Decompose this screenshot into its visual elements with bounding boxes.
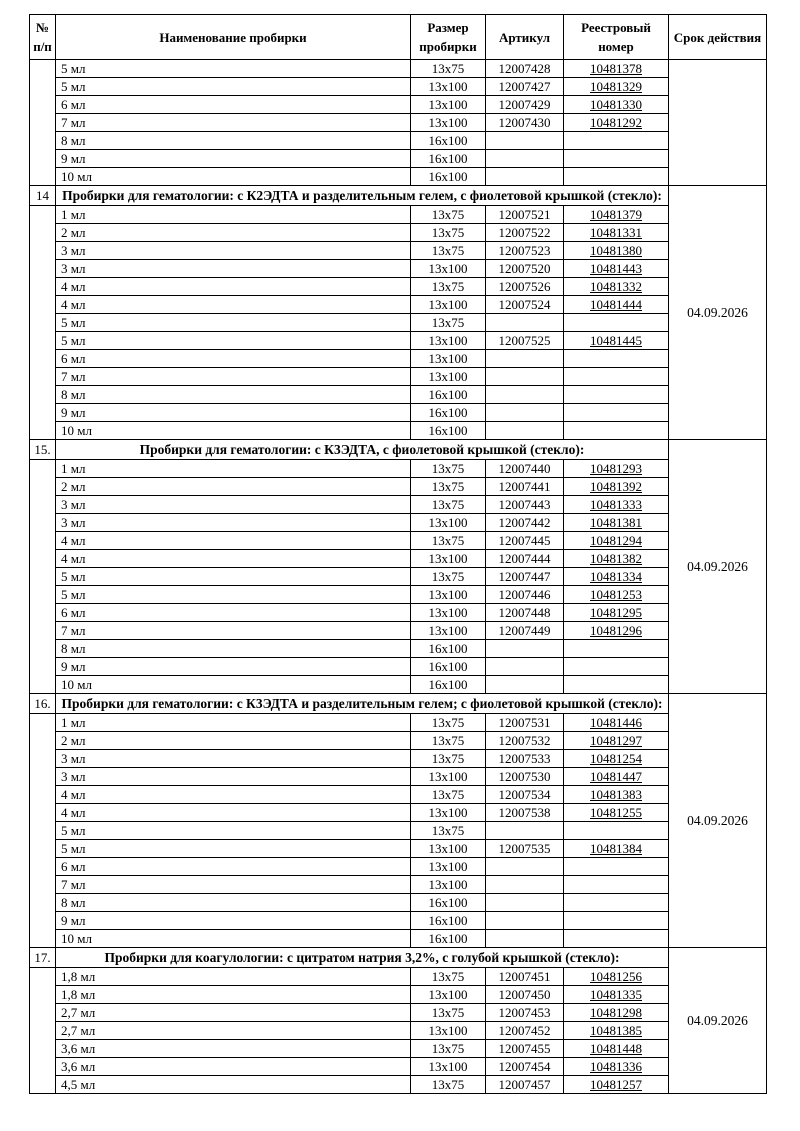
tube-volume-cell: 1,8 мл — [56, 986, 411, 1004]
tube-volume-cell: 6 мл — [56, 604, 411, 622]
tube-size-cell: 16x100 — [411, 168, 486, 186]
tube-size-cell: 13x100 — [411, 350, 486, 368]
section-title: Пробирки для гематологии: с К3ЭДТА, с фиолетовой крышкой (стекло): — [56, 440, 669, 460]
tube-volume-cell: 5 мл — [56, 586, 411, 604]
registry-number-link[interactable]: 10481331 — [564, 224, 669, 242]
registry-number-link[interactable]: 10481333 — [564, 496, 669, 514]
article-cell: 12007453 — [486, 1004, 564, 1022]
table-row — [30, 604, 767, 622]
tube-size-cell: 13x75 — [411, 242, 486, 260]
tube-size-cell: 13x75 — [411, 714, 486, 732]
article-cell — [486, 930, 564, 948]
registry-number-link[interactable]: 10481382 — [564, 550, 669, 568]
registry-number-link[interactable]: 10481255 — [564, 804, 669, 822]
tube-volume-cell: 4 мл — [56, 550, 411, 568]
registry-number-link[interactable]: 10481381 — [564, 514, 669, 532]
section-number: 16. — [30, 694, 56, 714]
tube-size-cell: 13x100 — [411, 514, 486, 532]
validity-cell: 04.09.2026 — [669, 694, 767, 948]
table-row — [30, 314, 767, 332]
registry-number-cell — [564, 876, 669, 894]
tube-volume-cell: 1,8 мл — [56, 968, 411, 986]
article-cell — [486, 422, 564, 440]
tube-volume-cell: 5 мл — [56, 314, 411, 332]
table-row — [30, 132, 767, 150]
table-row — [30, 894, 767, 912]
registry-number-link[interactable]: 10481335 — [564, 986, 669, 1004]
article-cell: 12007450 — [486, 986, 564, 1004]
article-cell — [486, 912, 564, 930]
table-row — [30, 876, 767, 894]
tube-volume-cell: 1 мл — [56, 460, 411, 478]
tube-volume-cell: 5 мл — [56, 332, 411, 350]
tube-volume-cell: 10 мл — [56, 168, 411, 186]
article-cell: 12007427 — [486, 78, 564, 96]
registry-number-link[interactable]: 10481385 — [564, 1022, 669, 1040]
tube-volume-cell: 6 мл — [56, 858, 411, 876]
tube-size-cell: 13x100 — [411, 260, 486, 278]
article-cell: 12007525 — [486, 332, 564, 350]
tube-volume-cell: 7 мл — [56, 368, 411, 386]
tube-volume-cell: 3,6 мл — [56, 1058, 411, 1076]
table-row — [30, 114, 767, 132]
section-title: Пробирки для коагулологии: с цитратом натрия 3,2%, с голубой крышкой (стекло): — [56, 948, 669, 968]
article-cell: 12007532 — [486, 732, 564, 750]
tube-volume-cell: 7 мл — [56, 114, 411, 132]
article-cell: 12007444 — [486, 550, 564, 568]
article-cell — [486, 858, 564, 876]
article-cell — [486, 132, 564, 150]
article-cell — [486, 150, 564, 168]
tube-size-cell: 13x75 — [411, 1040, 486, 1058]
table-row — [30, 1058, 767, 1076]
article-cell — [486, 658, 564, 676]
table-header — [30, 15, 767, 60]
row-number-spacer-cell — [30, 714, 56, 948]
article-cell: 12007538 — [486, 804, 564, 822]
table-row — [30, 930, 767, 948]
article-cell: 12007440 — [486, 460, 564, 478]
table-row — [30, 168, 767, 186]
tube-size-cell: 13x75 — [411, 60, 486, 78]
table-row — [30, 822, 767, 840]
article-cell — [486, 894, 564, 912]
tube-volume-cell: 9 мл — [56, 404, 411, 422]
table-row — [30, 96, 767, 114]
tube-size-cell: 13x100 — [411, 1022, 486, 1040]
table-row — [30, 714, 767, 732]
tube-volume-cell: 5 мл — [56, 822, 411, 840]
table-row — [30, 368, 767, 386]
tube-size-cell: 16x100 — [411, 132, 486, 150]
tube-size-cell: 16x100 — [411, 894, 486, 912]
tube-volume-cell: 4 мл — [56, 296, 411, 314]
tube-volume-cell: 1 мл — [56, 714, 411, 732]
tube-size-cell: 16x100 — [411, 422, 486, 440]
section-title: Пробирки для гематологии: с К3ЭДТА и разделительным гелем; с фиолетовой крышкой (стекло): — [56, 694, 669, 714]
tube-volume-cell: 9 мл — [56, 912, 411, 930]
tube-volume-cell: 6 мл — [56, 96, 411, 114]
tube-volume-cell: 9 мл — [56, 150, 411, 168]
tubes-table — [29, 14, 767, 1094]
tube-size-cell: 13x75 — [411, 478, 486, 496]
section-number: 17. — [30, 948, 56, 968]
registry-number-link[interactable]: 10481443 — [564, 260, 669, 278]
tube-volume-cell: 3 мл — [56, 496, 411, 514]
tube-size-cell: 13x100 — [411, 604, 486, 622]
tube-volume-cell: 8 мл — [56, 386, 411, 404]
validity-cell: 04.09.2026 — [669, 948, 767, 1094]
tube-size-cell: 13x75 — [411, 496, 486, 514]
table-row — [30, 496, 767, 514]
article-cell: 12007531 — [486, 714, 564, 732]
validity-cell: 04.09.2026 — [669, 440, 767, 694]
article-cell: 12007524 — [486, 296, 564, 314]
table-row — [30, 968, 767, 986]
tube-volume-cell: 3 мл — [56, 242, 411, 260]
table-row — [30, 1004, 767, 1022]
tube-volume-cell: 7 мл — [56, 876, 411, 894]
registry-number-cell — [564, 132, 669, 150]
tube-size-cell: 16x100 — [411, 912, 486, 930]
tube-volume-cell: 10 мл — [56, 422, 411, 440]
tube-size-cell: 13x100 — [411, 332, 486, 350]
table-row — [30, 676, 767, 694]
col-header-article: Артикул — [486, 15, 564, 60]
tube-size-cell: 13x100 — [411, 368, 486, 386]
tube-volume-cell: 8 мл — [56, 640, 411, 658]
tube-volume-cell: 6 мл — [56, 350, 411, 368]
col-header-name: Наименование пробирки — [56, 15, 411, 60]
registry-number-link[interactable]: 10481336 — [564, 1058, 669, 1076]
article-cell: 12007443 — [486, 496, 564, 514]
article-cell — [486, 350, 564, 368]
tubes-table-body — [30, 60, 767, 1094]
tube-size-cell: 13x100 — [411, 804, 486, 822]
table-row — [30, 404, 767, 422]
registry-number-link[interactable]: 10481384 — [564, 840, 669, 858]
tube-volume-cell: 3 мл — [56, 514, 411, 532]
tube-size-cell: 16x100 — [411, 676, 486, 694]
tube-volume-cell: 7 мл — [56, 622, 411, 640]
registry-number-cell — [564, 368, 669, 386]
registry-number-link[interactable]: 10481332 — [564, 278, 669, 296]
article-cell: 12007526 — [486, 278, 564, 296]
registry-number-cell — [564, 386, 669, 404]
article-cell: 12007448 — [486, 604, 564, 622]
tube-volume-cell: 4 мл — [56, 786, 411, 804]
row-number-spacer-cell — [30, 60, 56, 186]
article-cell: 12007428 — [486, 60, 564, 78]
tube-size-cell: 16x100 — [411, 930, 486, 948]
table-row — [30, 804, 767, 822]
table-row — [30, 260, 767, 278]
tube-size-cell: 13x100 — [411, 114, 486, 132]
table-row — [30, 768, 767, 786]
section-title: Пробирки для гематологии: с К2ЭДТА и разделительным гелем, с фиолетовой крышкой (стекло): — [56, 186, 669, 206]
tube-size-cell: 16x100 — [411, 404, 486, 422]
tube-size-cell: 13x100 — [411, 858, 486, 876]
table-row — [30, 622, 767, 640]
table-header-row — [30, 15, 767, 60]
table-row — [30, 732, 767, 750]
registry-number-cell — [564, 676, 669, 694]
table-row — [30, 1076, 767, 1094]
section-number: 15. — [30, 440, 56, 460]
tube-size-cell: 16x100 — [411, 386, 486, 404]
table-row — [30, 550, 767, 568]
tube-size-cell: 13x75 — [411, 224, 486, 242]
registry-number-link[interactable]: 10481293 — [564, 460, 669, 478]
tube-size-cell: 13x75 — [411, 968, 486, 986]
table-row — [30, 640, 767, 658]
registry-number-cell — [564, 640, 669, 658]
tube-volume-cell: 2 мл — [56, 224, 411, 242]
registry-number-link[interactable]: 10481298 — [564, 1004, 669, 1022]
table-row — [30, 532, 767, 550]
tube-volume-cell: 5 мл — [56, 840, 411, 858]
registry-number-link[interactable]: 10481380 — [564, 242, 669, 260]
section-header-row — [30, 694, 767, 714]
registry-number-link[interactable]: 10481254 — [564, 750, 669, 768]
tube-volume-cell: 10 мл — [56, 930, 411, 948]
section-number: 14 — [30, 186, 56, 206]
registry-number-link[interactable]: 10481334 — [564, 568, 669, 586]
tube-size-cell: 13x75 — [411, 822, 486, 840]
article-cell — [486, 386, 564, 404]
registry-number-link[interactable]: 10481379 — [564, 206, 669, 224]
registry-number-cell — [564, 658, 669, 676]
article-cell: 12007442 — [486, 514, 564, 532]
col-header-validity: Срок действия — [669, 15, 767, 60]
tube-volume-cell: 8 мл — [56, 894, 411, 912]
tube-size-cell: 13x100 — [411, 876, 486, 894]
registry-number-link[interactable]: 10481378 — [564, 60, 669, 78]
table-row — [30, 586, 767, 604]
article-cell — [486, 368, 564, 386]
registry-number-link[interactable]: 10481257 — [564, 1076, 669, 1094]
table-row — [30, 568, 767, 586]
registry-number-link[interactable]: 10481447 — [564, 768, 669, 786]
tube-volume-cell: 10 мл — [56, 676, 411, 694]
section-header-row — [30, 948, 767, 968]
table-row — [30, 460, 767, 478]
tube-volume-cell: 2,7 мл — [56, 1004, 411, 1022]
tube-volume-cell: 2 мл — [56, 478, 411, 496]
table-row — [30, 986, 767, 1004]
tube-size-cell: 13x75 — [411, 314, 486, 332]
article-cell: 12007446 — [486, 586, 564, 604]
article-cell: 12007451 — [486, 968, 564, 986]
tube-size-cell: 13x100 — [411, 1058, 486, 1076]
article-cell: 12007445 — [486, 532, 564, 550]
tube-size-cell: 13x75 — [411, 460, 486, 478]
tube-volume-cell: 2,7 мл — [56, 1022, 411, 1040]
table-row — [30, 206, 767, 224]
tube-size-cell: 13x75 — [411, 1004, 486, 1022]
tube-volume-cell: 8 мл — [56, 132, 411, 150]
tube-volume-cell: 3 мл — [56, 750, 411, 768]
table-row — [30, 224, 767, 242]
tube-size-cell: 16x100 — [411, 658, 486, 676]
table-row — [30, 858, 767, 876]
tube-size-cell: 13x100 — [411, 986, 486, 1004]
table-row — [30, 350, 767, 368]
table-row — [30, 912, 767, 930]
table-row — [30, 278, 767, 296]
article-cell: 12007521 — [486, 206, 564, 224]
tube-volume-cell: 1 мл — [56, 206, 411, 224]
tube-volume-cell: 2 мл — [56, 732, 411, 750]
tube-size-cell: 13x75 — [411, 568, 486, 586]
article-cell: 12007523 — [486, 242, 564, 260]
tube-size-cell: 13x75 — [411, 278, 486, 296]
table-row — [30, 840, 767, 858]
article-cell — [486, 676, 564, 694]
registry-number-link[interactable]: 10481256 — [564, 968, 669, 986]
registry-number-link[interactable]: 10481330 — [564, 96, 669, 114]
table-row — [30, 478, 767, 496]
tube-size-cell: 13x100 — [411, 78, 486, 96]
section-header-row — [30, 186, 767, 206]
tube-size-cell: 13x75 — [411, 732, 486, 750]
registry-number-cell — [564, 404, 669, 422]
article-cell — [486, 314, 564, 332]
registry-number-link[interactable]: 10481296 — [564, 622, 669, 640]
col-header-registry: Реестровый номер — [564, 15, 669, 60]
article-cell: 12007454 — [486, 1058, 564, 1076]
tube-volume-cell: 9 мл — [56, 658, 411, 676]
table-row — [30, 386, 767, 404]
tube-size-cell: 13x100 — [411, 840, 486, 858]
row-number-spacer-cell — [30, 206, 56, 440]
registry-number-link[interactable]: 10481383 — [564, 786, 669, 804]
tube-size-cell: 13x75 — [411, 786, 486, 804]
tube-size-cell: 13x100 — [411, 96, 486, 114]
registry-number-cell — [564, 150, 669, 168]
table-row — [30, 1040, 767, 1058]
registry-number-cell — [564, 858, 669, 876]
article-cell — [486, 822, 564, 840]
table-row — [30, 514, 767, 532]
registry-number-cell — [564, 894, 669, 912]
article-cell — [486, 168, 564, 186]
table-row — [30, 296, 767, 314]
registry-number-link[interactable]: 10481295 — [564, 604, 669, 622]
registry-number-link[interactable]: 10481392 — [564, 478, 669, 496]
registry-number-link[interactable]: 10481297 — [564, 732, 669, 750]
tube-size-cell: 13x100 — [411, 622, 486, 640]
article-cell: 12007530 — [486, 768, 564, 786]
tube-volume-cell: 4 мл — [56, 804, 411, 822]
article-cell: 12007522 — [486, 224, 564, 242]
article-cell: 12007457 — [486, 1076, 564, 1094]
registry-number-cell — [564, 822, 669, 840]
tube-size-cell: 13x75 — [411, 750, 486, 768]
article-cell: 12007520 — [486, 260, 564, 278]
table-row — [30, 78, 767, 96]
article-cell: 12007534 — [486, 786, 564, 804]
tube-volume-cell: 4,5 мл — [56, 1076, 411, 1094]
registry-number-link[interactable]: 10481253 — [564, 586, 669, 604]
article-cell: 12007429 — [486, 96, 564, 114]
tube-size-cell: 16x100 — [411, 640, 486, 658]
section-header-row — [30, 440, 767, 460]
registry-number-cell — [564, 422, 669, 440]
table-row — [30, 1022, 767, 1040]
article-cell — [486, 404, 564, 422]
table-row — [30, 658, 767, 676]
table-row — [30, 750, 767, 768]
table-row — [30, 60, 767, 78]
registry-number-link[interactable]: 10481445 — [564, 332, 669, 350]
tube-size-cell: 13x75 — [411, 206, 486, 224]
article-cell: 12007430 — [486, 114, 564, 132]
tube-size-cell: 13x100 — [411, 768, 486, 786]
article-cell — [486, 876, 564, 894]
tube-volume-cell: 5 мл — [56, 568, 411, 586]
article-cell: 12007452 — [486, 1022, 564, 1040]
tube-size-cell: 13x75 — [411, 532, 486, 550]
registry-number-link[interactable]: 10481446 — [564, 714, 669, 732]
table-row — [30, 422, 767, 440]
table-row — [30, 786, 767, 804]
registry-number-cell — [564, 314, 669, 332]
tube-size-cell: 13x100 — [411, 550, 486, 568]
article-cell: 12007455 — [486, 1040, 564, 1058]
registry-number-cell — [564, 912, 669, 930]
tube-size-cell: 13x100 — [411, 586, 486, 604]
registry-number-cell — [564, 930, 669, 948]
registry-number-link[interactable]: 10481444 — [564, 296, 669, 314]
tube-volume-cell: 3 мл — [56, 768, 411, 786]
tube-volume-cell: 3 мл — [56, 260, 411, 278]
tube-volume-cell: 5 мл — [56, 60, 411, 78]
table-row — [30, 332, 767, 350]
article-cell: 12007533 — [486, 750, 564, 768]
table-row — [30, 150, 767, 168]
article-cell: 12007535 — [486, 840, 564, 858]
article-cell: 12007441 — [486, 478, 564, 496]
registry-number-link[interactable]: 10481448 — [564, 1040, 669, 1058]
tube-size-cell: 13x75 — [411, 1076, 486, 1094]
registry-number-link[interactable]: 10481292 — [564, 114, 669, 132]
table-row — [30, 242, 767, 260]
col-header-num: № п/п — [30, 15, 56, 60]
tube-volume-cell: 4 мл — [56, 532, 411, 550]
registry-number-link[interactable]: 10481329 — [564, 78, 669, 96]
validity-cell: 04.09.2026 — [669, 186, 767, 440]
col-header-size: Размер пробирки — [411, 15, 486, 60]
tube-size-cell: 16x100 — [411, 150, 486, 168]
article-cell — [486, 640, 564, 658]
row-number-spacer-cell — [30, 968, 56, 1094]
tube-volume-cell: 4 мл — [56, 278, 411, 296]
registry-number-cell — [564, 350, 669, 368]
article-cell: 12007449 — [486, 622, 564, 640]
article-cell: 12007447 — [486, 568, 564, 586]
tube-volume-cell: 5 мл — [56, 78, 411, 96]
validity-cell — [669, 60, 767, 186]
tube-volume-cell: 3,6 мл — [56, 1040, 411, 1058]
tube-size-cell: 13x100 — [411, 296, 486, 314]
row-number-spacer-cell — [30, 460, 56, 694]
registry-number-cell — [564, 168, 669, 186]
registry-number-link[interactable]: 10481294 — [564, 532, 669, 550]
